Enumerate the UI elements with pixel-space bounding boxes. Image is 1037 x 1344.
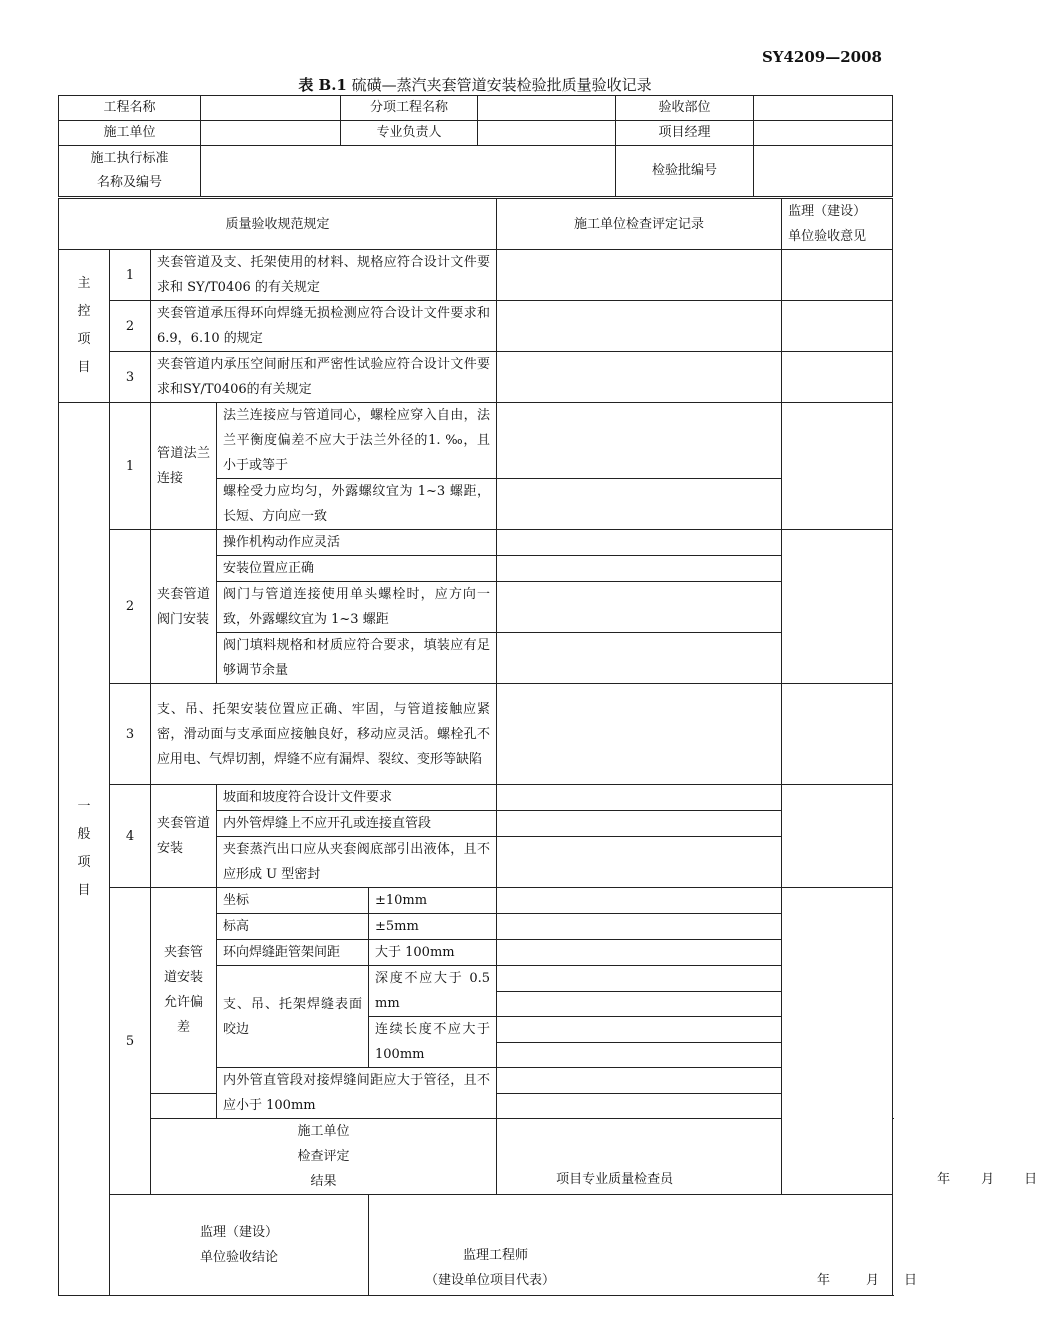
general-item-text: 阀门与管道连接使用单头螺栓时，应方向一致，外露螺纹宜为 1~3 螺距 bbox=[217, 582, 497, 633]
general-item-record[interactable] bbox=[497, 684, 782, 785]
general-item-record[interactable] bbox=[497, 1042, 782, 1068]
label-construction-unit: 施工单位 bbox=[59, 121, 201, 146]
general-item-text: 夹套蒸汽出口应从夹套阀底部引出液体，且不应形成 U 型密封 bbox=[217, 837, 497, 888]
general-item-text: 阀门填料规格和材质应符合要求，填装应有足够调节余量 bbox=[217, 633, 497, 684]
tolerance-value: 连续长度不应大于 100mm bbox=[369, 1017, 497, 1068]
general-item-opinion[interactable] bbox=[782, 403, 893, 530]
label-standard-name-line1: 施工执行标准 bbox=[90, 151, 169, 166]
column-contractor-record: 施工单位检查评定记录 bbox=[497, 199, 782, 250]
general-item-opinion[interactable] bbox=[782, 530, 893, 684]
general-item-record[interactable] bbox=[497, 785, 782, 811]
main-item-opinion[interactable] bbox=[782, 250, 893, 301]
value-sub-project-name[interactable] bbox=[478, 96, 616, 121]
date-year-label: 年 bbox=[817, 1273, 831, 1288]
supervisor-conclusion-line1: 监理（建设） bbox=[199, 1225, 278, 1240]
main-item-no: 2 bbox=[110, 301, 151, 352]
label-batch-no: 检验批编号 bbox=[616, 146, 754, 197]
page-title bbox=[0, 74, 950, 95]
general-item-record[interactable] bbox=[497, 530, 782, 556]
tolerance-value: 深度不应大于 0.5mm bbox=[369, 966, 497, 1017]
general-item-no: 4 bbox=[110, 785, 151, 888]
inspection-table bbox=[58, 198, 1037, 1296]
value-project-manager[interactable] bbox=[754, 121, 893, 146]
main-item-no: 1 bbox=[110, 250, 151, 301]
general-item-record[interactable] bbox=[497, 1017, 782, 1043]
general-item-opinion[interactable] bbox=[782, 785, 893, 888]
general-item-record[interactable] bbox=[497, 479, 782, 530]
table-number: 表 B.1 bbox=[298, 76, 347, 94]
date-month-label: 月 bbox=[981, 1172, 995, 1187]
label-project-name: 工程名称 bbox=[59, 96, 201, 121]
tolerance-item: 坐标 bbox=[217, 888, 369, 914]
general-item-text: 操作机构动作应灵活 bbox=[217, 530, 497, 556]
table-title: 硫磺—蒸汽夹套管道安装检验批质量验收记录 bbox=[351, 76, 652, 94]
general-item-text: 螺栓受力应均匀，外露螺纹宜为 1~3 螺距，长短、方向应一致 bbox=[217, 479, 497, 530]
general-item-record[interactable] bbox=[497, 914, 782, 940]
header-info-table bbox=[58, 95, 893, 197]
general-item-record[interactable] bbox=[497, 403, 782, 479]
value-acceptance-part[interactable] bbox=[754, 96, 893, 121]
value-project-name[interactable] bbox=[201, 96, 341, 121]
quality-inspector-label: 项目专业质量检查员 bbox=[556, 1172, 674, 1187]
main-control-char: 控 bbox=[77, 304, 91, 319]
tolerance-value: 大于 100mm bbox=[369, 940, 497, 966]
tolerance-item: 标高 bbox=[217, 914, 369, 940]
contractor-result-line2: 检查评定 bbox=[297, 1149, 350, 1164]
general-label bbox=[59, 403, 110, 1296]
general-item-record[interactable] bbox=[151, 1093, 217, 1119]
main-item-record[interactable] bbox=[497, 301, 782, 352]
general-item-record[interactable] bbox=[497, 940, 782, 966]
value-construction-unit[interactable] bbox=[201, 121, 341, 146]
general-item-no: 2 bbox=[110, 530, 151, 684]
standard-code: SY4209—2008 bbox=[761, 48, 882, 66]
general-item-text: 安装位置应正确 bbox=[217, 556, 497, 582]
general-char: 目 bbox=[77, 883, 91, 898]
main-item-record[interactable] bbox=[497, 250, 782, 301]
value-batch-no[interactable] bbox=[754, 146, 893, 197]
main-item-opinion[interactable] bbox=[782, 352, 893, 403]
contractor-result-line3: 结果 bbox=[310, 1174, 337, 1189]
label-sub-project-name: 分项工程名称 bbox=[341, 96, 478, 121]
general-item-category: 夹套管道阀门安装 bbox=[151, 530, 217, 684]
general-item-text: 内外管焊缝上不应开孔或连接直管段 bbox=[217, 811, 497, 837]
main-control-label bbox=[59, 250, 110, 403]
label-standard-name-line2: 名称及编号 bbox=[96, 175, 162, 190]
column-supervisor-line1: 监理（建设） bbox=[788, 204, 867, 219]
general-item-text: 法兰连接应与管道同心，螺栓应穿入自由，法兰平衡度偏差不应大于法兰外径的1. ‰，且小于或等于 bbox=[217, 403, 497, 479]
label-acceptance-part: 验收部位 bbox=[616, 96, 754, 121]
general-item-text: 支、吊、托架安装位置应正确、牢固，与管道接触应紧密，滑动面与支承面应接触良好，移动应灵活。螺栓孔不应用电、气焊切割，焊缝不应有漏焊、裂纹、变形等缺陷 bbox=[151, 684, 497, 785]
value-standard-name[interactable] bbox=[201, 146, 616, 197]
general-item-text: 坡面和坡度符合设计文件要求 bbox=[217, 785, 497, 811]
label-professional-leader: 专业负责人 bbox=[341, 121, 478, 146]
general-item-record[interactable] bbox=[497, 966, 782, 992]
general-char: 项 bbox=[77, 855, 91, 870]
owner-representative-label: （建设单位项目代表） bbox=[425, 1273, 556, 1288]
general-item-record[interactable] bbox=[497, 1068, 782, 1094]
main-item-no: 3 bbox=[110, 352, 151, 403]
general-char: 一 bbox=[77, 799, 91, 814]
general-item-record[interactable] bbox=[497, 556, 782, 582]
general-item-category: 管道法兰连接 bbox=[151, 403, 217, 530]
general-item-text: 内外管直管段对接焊缝间距应大于管径，且不应小于 100mm bbox=[217, 1068, 497, 1119]
tolerance-item: 支、吊、托架焊缝表面咬边 bbox=[217, 966, 369, 1068]
general-item-no: 5 bbox=[110, 888, 151, 1195]
date-year-label: 年 bbox=[937, 1172, 951, 1187]
main-item-text: 夹套管道内承压空间耐压和严密性试验应符合设计文件要求和SY/T0406的有关规定 bbox=[151, 352, 497, 403]
supervisor-conclusion-line2: 单位验收结论 bbox=[199, 1250, 278, 1265]
general-item-category: 夹套管道安装 bbox=[151, 785, 217, 888]
general-item-record[interactable] bbox=[497, 991, 782, 1017]
general-item-no: 3 bbox=[110, 684, 151, 785]
general-item-record[interactable] bbox=[497, 888, 782, 914]
supervisor-conclusion-label bbox=[110, 1195, 369, 1296]
column-supervisor bbox=[782, 199, 893, 250]
main-item-opinion[interactable] bbox=[782, 301, 893, 352]
general-char: 般 bbox=[77, 827, 91, 842]
main-item-text: 夹套管道承压得环向焊缝无损检测应符合设计文件要求和6.9，6.10 的规定 bbox=[151, 301, 497, 352]
contractor-result-line1: 施工单位 bbox=[297, 1124, 350, 1139]
main-item-text: 夹套管道及支、托架使用的材料、规格应符合设计文件要求和 SY/T0406 的有关规定 bbox=[151, 250, 497, 301]
date-day-label: 日 bbox=[904, 1273, 918, 1288]
tolerance-item: 环向焊缝距管架间距 bbox=[217, 940, 369, 966]
tolerance-value: ±10mm bbox=[369, 888, 497, 914]
general-item-record[interactable] bbox=[497, 633, 782, 684]
contractor-result-field[interactable] bbox=[497, 1119, 1037, 1195]
contractor-result-label bbox=[151, 1119, 497, 1195]
supervisor-conclusion-field[interactable] bbox=[369, 1195, 918, 1296]
tolerance-value: ±5mm bbox=[369, 914, 497, 940]
column-supervisor-line2: 单位验收意见 bbox=[788, 229, 867, 244]
general-item-no: 1 bbox=[110, 403, 151, 530]
general-item-record[interactable] bbox=[497, 582, 782, 633]
main-item-record[interactable] bbox=[497, 352, 782, 403]
main-control-char: 项 bbox=[77, 332, 91, 347]
label-project-manager: 项目经理 bbox=[616, 121, 754, 146]
supervising-engineer-label: 监理工程师 bbox=[463, 1248, 529, 1263]
general-item-opinion[interactable] bbox=[782, 684, 893, 785]
date-month-label: 月 bbox=[866, 1273, 880, 1288]
date-day-label: 日 bbox=[1024, 1172, 1037, 1187]
main-control-char: 主 bbox=[77, 276, 91, 291]
general-item-category: 夹套管道安装允许偏差 bbox=[151, 888, 217, 1094]
general-item-record[interactable] bbox=[497, 811, 782, 837]
value-professional-leader[interactable] bbox=[478, 121, 616, 146]
column-spec: 质量验收规范规定 bbox=[59, 199, 497, 250]
label-standard-name bbox=[59, 146, 201, 197]
general-item-record[interactable] bbox=[497, 837, 782, 888]
main-control-char: 目 bbox=[77, 360, 91, 375]
